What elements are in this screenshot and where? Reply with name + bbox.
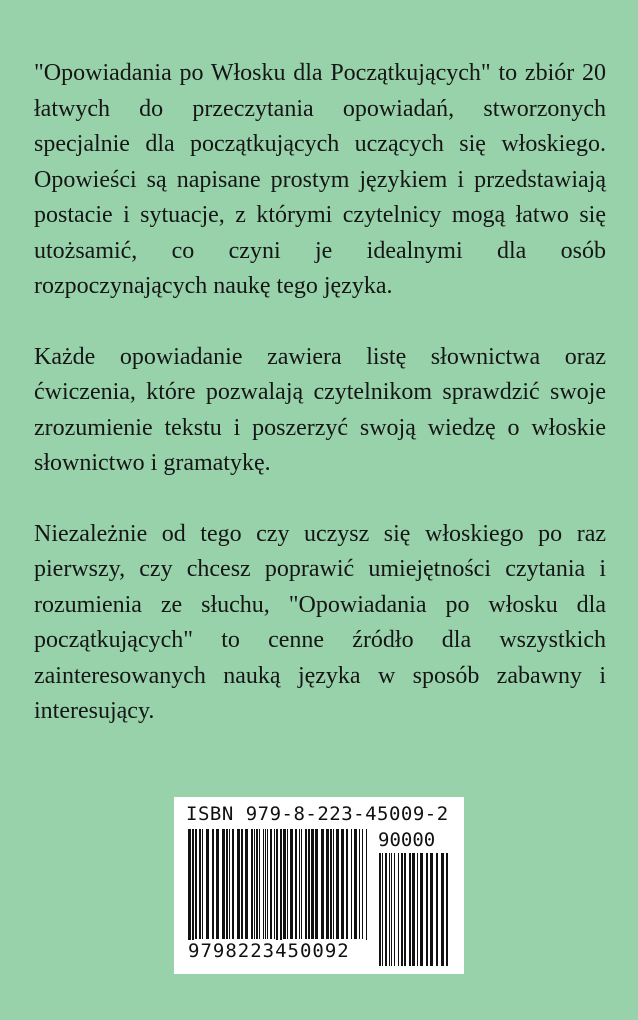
barcode-bar (441, 853, 444, 966)
barcode-bar (259, 829, 260, 939)
barcode-bar (206, 829, 209, 939)
barcode-bar (409, 853, 411, 966)
isbn-label: ISBN 979-8-223-45009-2 (186, 803, 449, 825)
barcode-bar (283, 829, 286, 939)
barcode-bar (301, 829, 302, 939)
barcode-bar (389, 853, 390, 966)
barcode-bar (382, 853, 383, 966)
barcode-bar (232, 829, 234, 939)
barcode-bar (199, 829, 201, 939)
barcode-bar (333, 829, 334, 939)
barcode-bar (254, 829, 255, 939)
barcode-bar (336, 829, 339, 939)
description-paragraph-2: Każde opowiadanie zawiera listę słownictwa oraz ćwiczenia, które pozwalają czytelnikom sprawdzić swoje zrozumienie tekstu i poszerzyć swoją wiedzę o włoskie słownictwo i gramatykę. (34, 343, 606, 476)
barcode-bar (385, 853, 387, 966)
barcode-bar (287, 829, 288, 939)
barcode-bar (241, 829, 243, 939)
description-paragraph-3: Niezależnie od tego czy uczysz się włoskiego po raz pierwszy, czy chcesz poprawić umiejętności czytania i rozumienia ze słuchu, "Opowiadania po włosku dla początkujących" to cenne źródło dla wszystkich zainteresowanych nauką języka w sposób zabawny i interesujący. (34, 520, 606, 724)
barcode-bar (391, 853, 392, 966)
barcode-bar (321, 829, 324, 939)
barcode-bar (299, 829, 300, 939)
barcode-bar (237, 829, 240, 939)
barcode-bar (394, 853, 395, 966)
barcode-bar (420, 853, 423, 966)
addon-bars (379, 853, 449, 966)
barcode-bar (359, 829, 360, 939)
barcode-bar (229, 829, 230, 939)
barcode-bar (308, 829, 310, 939)
barcode-bar (417, 853, 418, 966)
barcode-bar (305, 829, 307, 939)
barcode-bar (412, 853, 415, 966)
barcode-bar (295, 829, 297, 939)
ean-digits: 9798223450092 (186, 940, 378, 962)
barcode-bar (216, 829, 219, 939)
barcode-bar (346, 829, 348, 939)
barcode-bar (436, 853, 438, 966)
price-code: 90000 (378, 829, 436, 851)
barcode-bar (354, 829, 357, 939)
barcode-bar (404, 853, 406, 966)
barcode-bar (315, 829, 318, 939)
barcode-bar (256, 829, 258, 939)
barcode-bar (326, 829, 329, 939)
barcode-bar (446, 853, 448, 966)
barcode-bar (265, 829, 266, 939)
barcode-bar (226, 829, 228, 939)
barcode-bar (430, 853, 433, 966)
barcode-bar (212, 829, 214, 939)
back-cover-description (34, 56, 606, 730)
barcode-bar (251, 829, 253, 939)
barcode-bar (195, 829, 197, 939)
barcode-bar (263, 829, 264, 939)
barcode-bar (426, 853, 428, 966)
description-paragraph-1: "Opowiadania po Włosku dla Początkujących" to zbiór 20 łatwych do przeczytania opowiadań, stworzonych specjalnie dla początkujących uczących się włoskiego. Opowieści są napisane prostym językiem i przedstawiają postacie i sytuacje, z którymi czytelnicy mogą łatwo się utożsamić, co czyni je idealnymi dla osób rozpoczynających naukę tego języka. (34, 60, 606, 299)
barcode-bar (290, 829, 293, 939)
barcode-bar (202, 829, 203, 939)
barcode-bar (245, 829, 248, 939)
barcode-bar (311, 829, 314, 939)
barcode-bar (330, 829, 332, 939)
barcode-bar (379, 853, 381, 966)
barcode-bar (274, 829, 275, 939)
barcode-bar (270, 829, 272, 939)
barcode-bar (351, 829, 352, 939)
barcode-bar (398, 853, 399, 966)
barcode-bar (222, 829, 225, 939)
isbn-barcode (174, 797, 464, 974)
barcode-bar (362, 829, 363, 939)
barcode-bar (267, 829, 268, 939)
barcode-bar (401, 853, 403, 966)
barcode-bar (341, 829, 344, 939)
